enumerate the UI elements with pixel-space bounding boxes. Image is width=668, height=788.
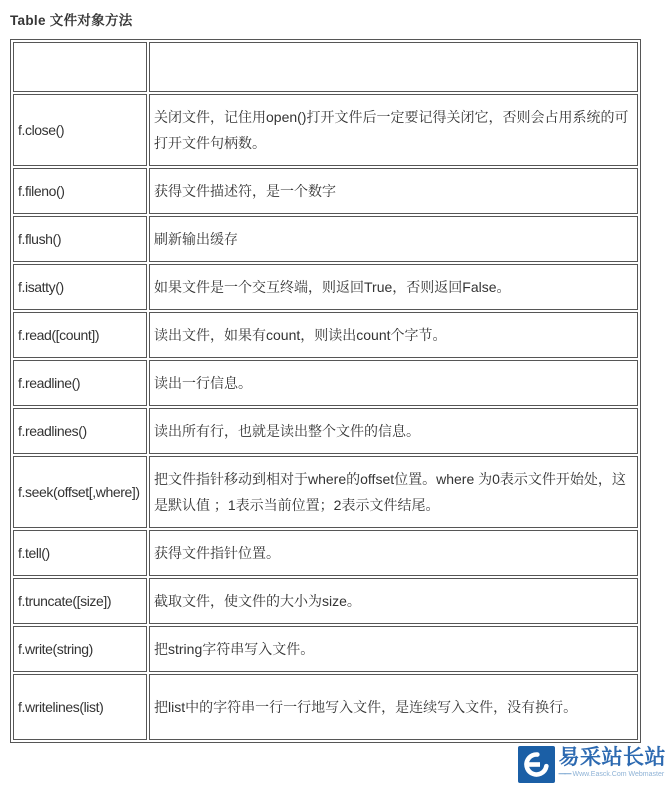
table-row [13, 578, 638, 624]
description-cell: 获得文件描述符，是一个数字 [149, 168, 638, 214]
method-cell: f.truncate([size]) [13, 578, 147, 624]
file-methods-table [10, 39, 641, 743]
table-row [13, 674, 638, 740]
method-cell: f.flush() [13, 216, 147, 262]
method-cell: f.seek(offset[,where]) [13, 456, 147, 528]
description-cell: 把list中的字符串一行一行地写入文件，是连续写入文件，没有换行。 [149, 674, 638, 740]
method-cell [13, 42, 147, 92]
table-row [13, 360, 638, 406]
table-row [13, 168, 638, 214]
method-cell: f.readline() [13, 360, 147, 406]
table-row [13, 530, 638, 576]
method-cell: f.writelines(list) [13, 674, 147, 740]
description-cell: 把文件指针移动到相对于where的offset位置。where 为0表示文件开始处，这是默认值 ；1表示当前位置；2表示文件结尾。 [149, 456, 638, 528]
description-cell: 读出一行信息。 [149, 360, 638, 406]
table-row [13, 408, 638, 454]
description-cell: 关闭文件，记住用open()打开文件后一定要记得关闭它，否则会占用系统的可打开文件句柄数。 [149, 94, 638, 166]
description-cell: 读出所有行，也就是读出整个文件的信息。 [149, 408, 638, 454]
description-cell: 截取文件，使文件的大小为size。 [149, 578, 638, 624]
table-row [13, 216, 638, 262]
site-tagline [559, 770, 667, 779]
method-cell: f.tell() [13, 530, 147, 576]
watermark-text [559, 746, 667, 779]
table-row [13, 94, 638, 166]
table-row [13, 264, 638, 310]
tagline-label: Www.Easck.Com Webmaster [573, 771, 665, 778]
description-cell: 获得文件指针位置。 [149, 530, 638, 576]
page-title: Table 文件对象方法 [0, 0, 668, 29]
description-cell [149, 42, 638, 92]
description-cell: 读出文件，如果有count，则读出count个字节。 [149, 312, 638, 358]
table-row [13, 456, 638, 528]
table-row [13, 312, 638, 358]
site-name: 易采站长站 [559, 746, 667, 769]
description-cell: 把string字符串写入文件。 [149, 626, 638, 672]
method-cell: f.close() [13, 94, 147, 166]
tagline-dash: —— [559, 771, 571, 778]
method-cell: f.readlines() [13, 408, 147, 454]
method-cell: f.isatty() [13, 264, 147, 310]
description-cell: 如果文件是一个交互终端，则返回True，否则返回False。 [149, 264, 638, 310]
table-row [13, 42, 638, 92]
method-cell: f.fileno() [13, 168, 147, 214]
table-row [13, 626, 638, 672]
description-cell: 刷新输出缓存 [149, 216, 638, 262]
method-cell: f.write(string) [13, 626, 147, 672]
easck-logo-icon [518, 746, 555, 783]
method-cell: f.read([count]) [13, 312, 147, 358]
site-watermark [515, 743, 668, 786]
table-body [13, 42, 638, 740]
